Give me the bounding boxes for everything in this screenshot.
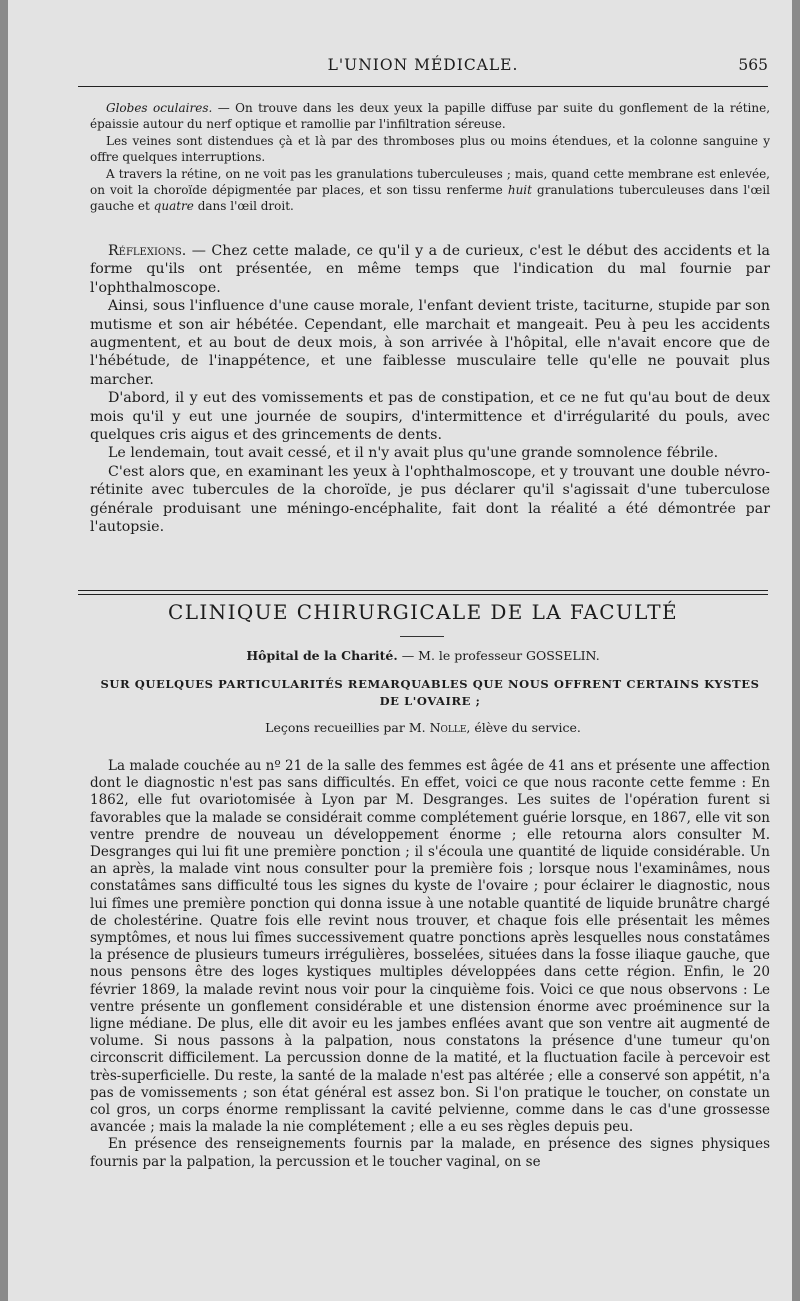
reflexions-paragraph-3: D'abord, il y eut des vomissements et pas de constipation, et ce ne fut qu'au bout de deux mois qu'il y eut une journée de soupirs, d'intermittence et d'irrégularité du pouls, avec quelques cris aigus et des grincements de dents. <box>90 390 770 444</box>
quatre-word: quatre <box>153 199 194 214</box>
running-header <box>78 56 768 82</box>
observation-block <box>90 100 770 215</box>
globes-label: Globes oculaires. <box>106 101 213 115</box>
huit-word: huit <box>507 183 532 198</box>
section-rule-bottom <box>78 594 768 595</box>
journal-page <box>8 0 792 1301</box>
reflexions-label: Réflexions. <box>108 243 187 259</box>
section-title: CLINIQUE CHIRURGICALE DE LA FACULTÉ <box>168 600 678 624</box>
retine-text-2: granulations tuberculeuses dans l'œil gauche et <box>90 183 771 214</box>
header-rule <box>78 86 768 87</box>
lecons-prefix: Leçons recueillies par M. <box>265 720 430 735</box>
subtitle-line-1: SUR QUELQUES PARTICULARITÉS REMARQUABLES QUE NOUS OFFRENT CERTAINS KYSTES <box>100 677 760 691</box>
lecons-suffix: , élève du service. <box>466 720 581 735</box>
veines-paragraph: Les veines sont distendues çà et là par des thromboses plus ou moins étendues, et la colonne sanguine y offre quelques interruptions. <box>90 133 770 165</box>
reflexions-paragraph-5: C'est alors que, en examinant les yeux à l'ophthalmoscope, et y trouvant une double névro-rétinite avec tubercules de la choroïde, je pus déclarer qu'il s'agissait d'une tuberculose générale produisant une méningo-encéphalite, fait dont la réalité a été démontrée par l'autopsie. <box>90 463 770 536</box>
globes-text: — On trouve dans les deux yeux la papille diffuse par suite du gonflement de la rétine, épaissie autour du nerf optique et ramollie par l'infiltration séreuse. <box>90 101 771 132</box>
hospital-line <box>78 648 768 663</box>
reflexions-block <box>90 242 770 537</box>
reflexions-paragraph-2: Ainsi, sous l'influence d'une cause morale, l'enfant devient triste, taciturne, stupide par son mutisme et son air hébétée. Cependant, elle marchait et mangeait. Peu à peu les accidents augmentent, et au bout de deux mois, à son arrivée à l'hôpital, elle n'avait encore que de l'hébétude, de l'inappétence, et une faiblesse musculaire telle qu'elle ne pouvait plus marcher. <box>90 298 770 388</box>
lecons-line <box>78 720 768 735</box>
retine-text-3: dans l'œil droit. <box>193 199 294 214</box>
journal-title: L'UNION MÉDICALE. <box>327 56 519 74</box>
reflexions-paragraph-1 <box>90 242 770 297</box>
case-body <box>90 758 770 1171</box>
globes-paragraph <box>90 100 770 133</box>
subtitle-line-2: DE L'OVAIRE ; <box>379 694 481 708</box>
retine-paragraph <box>90 166 770 215</box>
case-paragraph-1: La malade couchée au nº 21 de la salle des femmes est âgée de 41 ans et présente une affection dont le diagnostic n'est pas sans difficultés. En effet, voici ce que nous raconte cette femme : En 1862, elle fut ovariotomisée à Lyon par M. Desgranges. Les suites de l'opération furent si favorables que la malade se considérait comme complétement guérie lorsque, en 1867, elle vit son ventre prendre de nouveau un développement énorme ; elle retourna alors consulter M. Desgranges qui lui fit une première ponction ; il s'écoula une quantité de liquide considérable. Un an après, la malade vint nous consulter pour la première fois ; lorsque nous l'examinâmes, nous constatâmes sans difficulté tous les signes du kyste de l'ovaire ; pour éclairer le diagnostic, nous lui fîmes une première ponction qui donna issue à une notable quantité de liquide brunâtre chargé de cholestérine. Quatre fois elle revint nous trouver, et chaque fois elle présentait les mêmes symptômes, et nous lui fîmes successivement quatre ponctions après lesquelles nous constatâmes la présence de plusieurs tumeurs irrégulières, bosselées, situées dans la fosse iliaque gauche, que nous pensons être des loges kystiques multiples développées dans cette région. Enfin, le 20 février 1869, la malade revint nous voir pour la cinquième fois. Voici ce que nous observons : Le ventre présente un gonflement considérable et une distension énorme avec proéminence sur la ligne médiane. De plus, elle dit avoir eu les jambes enflées avant que son ventre ait augmenté de volume. Si nous passons à la palpation, nous constatons la présence d'une tumeur qu'on circonscrit difficilement. La percussion donne de la matité, et la fluctuation facile à percevoir est très-superficielle. Du reste, la santé de la malade n'est pas altérée ; elle a conservé son appétit, n'a pas de vomissements ; son état général est assez bon. Si l'on pratique le toucher, on constate un col gros, un corps énorme remplissant la cavité pelvienne, comme dans le cas d'une grossesse avancée ; mais la malade la nie complétement ; elle a eu ses règles depuis peu. <box>90 758 770 1136</box>
page-number: 565 <box>738 56 768 74</box>
reflexions-text-1: — Chez cette malade, ce qu'il y a de curieux, c'est le début des accidents et la forme qu'ils ont présentée, en même temps que l'indication du mal fournie par l'ophthalmoscope. <box>90 243 770 296</box>
hospital-name: Hôpital de la Charité. <box>246 648 398 663</box>
lecons-name: Nolle <box>429 720 467 735</box>
title-dash <box>400 636 444 637</box>
section-rule-top <box>78 590 768 591</box>
retine-text-1: A travers la rétine, on ne voit pas les granulations tuberculeuses ; mais, quand cette membrane est enlevée, on voit la choroïde dépigmentée par places, et son tissu renferme <box>90 166 770 198</box>
reflexions-paragraph-4: Le lendemain, tout avait cessé, et il n'y avait plus qu'une grande somnolence fébrile. <box>108 445 719 462</box>
case-paragraph-2: En présence des renseignements fournis par la malade, en présence des signes physiques fournis par la palpation, la percussion et le toucher vaginal, on se <box>90 1136 770 1170</box>
lecture-subtitle <box>90 676 770 710</box>
professor-name: — M. le professeur GOSSELIN. <box>397 648 600 663</box>
